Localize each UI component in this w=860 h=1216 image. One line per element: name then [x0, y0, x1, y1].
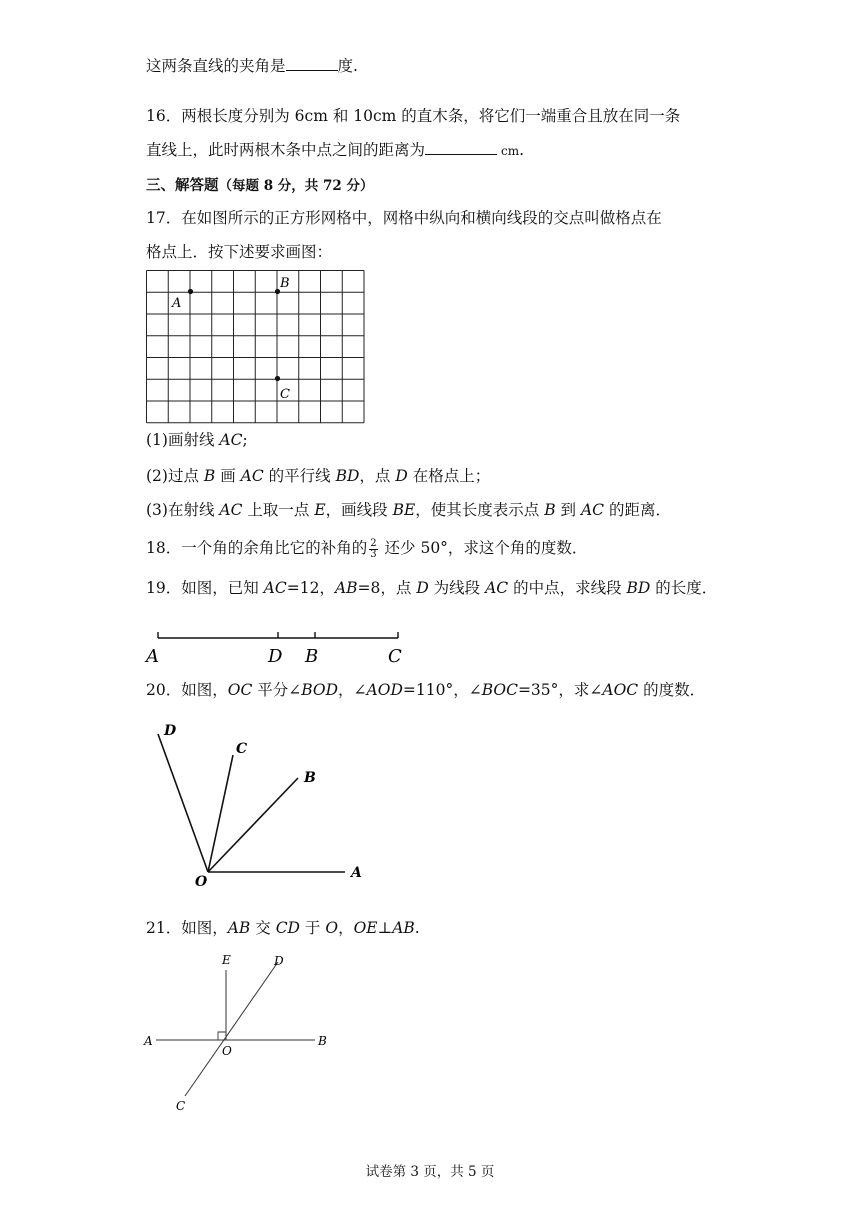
q19-t3: 的中点，求线段	[508, 579, 627, 597]
q17-sub2-t4: ，点	[359, 467, 396, 485]
q19-bd: BD	[626, 579, 651, 597]
q19-ab: AB	[334, 579, 358, 597]
q21-t4: ，	[338, 919, 354, 937]
q17-line1: 17．在如图所示的正方形网格中，网格中纵向和横向线段的交点叫做格点在	[146, 209, 662, 227]
q21-cd: CD	[275, 919, 300, 937]
q20-aod: AOD	[366, 681, 403, 699]
q17-sub3-t4: ，使其长度表示点	[415, 501, 545, 519]
q17-sub3-t3: ，画线段	[325, 501, 393, 519]
perp-label-d: D	[274, 954, 284, 968]
grid-point-a	[188, 289, 193, 294]
q21-line	[146, 918, 420, 938]
q17-sub3-t2: 上取一点	[242, 501, 315, 519]
q20-oc: OC	[227, 681, 253, 699]
q20-line	[146, 680, 705, 700]
label-b: B	[280, 276, 290, 291]
q20-t2: 平分∠	[252, 681, 302, 699]
angle-label-o: O	[195, 874, 208, 890]
angle-label-b: B	[304, 770, 316, 786]
angle-label-c: C	[236, 741, 248, 757]
q19-ac: AC	[263, 579, 287, 597]
q17-sub2-t5: 在格点上；	[407, 467, 491, 485]
q16-unit: cm	[501, 144, 520, 158]
q17-sub1-seg: AC	[219, 431, 243, 449]
perp-label-a: A	[144, 1034, 153, 1048]
label-a: A	[172, 296, 182, 311]
q16-line1: 16．两根长度分别为 6cm 和 10cm 的直木条，将它们一端重合且放在同一条	[146, 107, 681, 125]
q18-fraction-denominator: 3	[370, 548, 377, 560]
seg-label-a: A	[146, 646, 159, 667]
q18-text-after: 还少 50°，求这个角的度数．	[379, 539, 588, 557]
perp-label-c: C	[176, 1099, 186, 1113]
q20-v2: =35°，求∠	[517, 681, 603, 699]
q20-aoc: AOC	[602, 681, 639, 699]
q16-line2	[146, 140, 524, 161]
q15-text-after: 度.	[337, 57, 358, 75]
q21-t5: ⊥	[377, 919, 393, 937]
q17-sub3-be: BE	[392, 501, 416, 519]
q19-t4: 的长度．	[650, 579, 718, 597]
q21-ab: AB	[227, 919, 251, 937]
q17-sub2-d: D	[395, 467, 408, 485]
q17-sub3-e: E	[314, 501, 326, 519]
q20-bod: BOD	[301, 681, 339, 699]
label-c: C	[280, 387, 290, 402]
q19-t2: 为线段	[428, 579, 486, 597]
q15-answer-blank[interactable]	[286, 56, 338, 71]
q17-sub2-t3: 的平行线	[263, 467, 336, 485]
q17-sub3-t1: (3)在射线	[146, 501, 220, 519]
q17-sub3-ac2: AC	[580, 501, 605, 519]
q20-t4: 的度数．	[638, 681, 706, 699]
q17-sub2-bd: BD	[335, 467, 360, 485]
q21-t1: 21．如图，	[146, 919, 228, 937]
q21-t6: .	[414, 919, 420, 937]
grid-point-c	[275, 376, 280, 381]
q19-v1: =12，	[286, 579, 335, 597]
q17-sub1	[146, 430, 248, 450]
page-footer: 试卷第 3 页，共 5 页	[365, 1164, 495, 1180]
q20-angle-figure	[155, 720, 385, 890]
q20-t1: 20．如图，	[146, 681, 228, 699]
perp-label-e: E	[222, 953, 231, 967]
q17-sub2	[146, 466, 490, 486]
q20-boc: BOC	[481, 681, 518, 699]
q17-sub3-b: B	[544, 501, 556, 519]
section-3-title: 三、解答题	[146, 177, 219, 194]
q15-text-before: 这两条直线的夹角是	[146, 57, 286, 75]
seg-label-b: B	[305, 646, 319, 667]
q17-grid-figure	[146, 270, 366, 424]
q16-end: .	[519, 141, 525, 159]
angle-label-d: D	[164, 723, 177, 739]
q21-oe: OE	[353, 919, 378, 937]
section-3-heading	[146, 176, 373, 196]
q20-t3: ，∠	[338, 681, 367, 699]
q19-d: D	[416, 579, 429, 597]
q17-sub2-b: B	[203, 467, 216, 485]
q17-line2: 格点上．按下述要求画图：	[146, 243, 333, 261]
q19-line	[146, 578, 717, 598]
q19-t1: 19．如图，已知	[146, 579, 264, 597]
q18-line	[146, 538, 587, 560]
q18-text-before: 18．一个角的余角比它的补角的	[146, 539, 368, 557]
q20-v1: =110°，∠	[402, 681, 482, 699]
section-3-note: （每题 8 分，共 72 分）	[218, 178, 374, 194]
q15-tail	[146, 56, 358, 76]
q21-o: O	[325, 919, 339, 937]
q21-t3: 于	[299, 919, 326, 937]
q19-ac2: AC	[485, 579, 509, 597]
q16-text-before: 直线上，此时两根木条中点之间的距离为	[146, 141, 426, 159]
perp-label-o: O	[222, 1044, 232, 1058]
perp-label-b: B	[318, 1034, 327, 1048]
q17-sub1-end: ;	[242, 431, 248, 449]
q21-perpendicular-figure	[140, 950, 340, 1120]
q17-sub2-t1: (2)过点	[146, 467, 204, 485]
q17-sub3-t6: 的距离．	[604, 501, 671, 519]
q16-answer-blank[interactable]	[425, 140, 497, 155]
q21-ab2: AB	[392, 919, 415, 937]
seg-label-c: C	[388, 646, 402, 667]
q17-sub3	[146, 500, 671, 520]
q18-fraction-numerator: 2	[370, 537, 377, 549]
q21-t2: 交	[250, 919, 276, 937]
q17-sub1-text: (1)画射线	[146, 431, 220, 449]
q17-sub3-t5: 到	[555, 501, 581, 519]
q19-v2: =8，点	[357, 579, 417, 597]
q17-sub3-ac: AC	[219, 501, 243, 519]
q17-sub2-t2: 画	[215, 467, 241, 485]
q18-fraction	[369, 539, 377, 560]
angle-label-a: A	[351, 865, 362, 881]
seg-label-d: D	[268, 646, 283, 667]
q17-sub2-ac: AC	[240, 467, 264, 485]
q19-segment-figure	[146, 626, 406, 670]
